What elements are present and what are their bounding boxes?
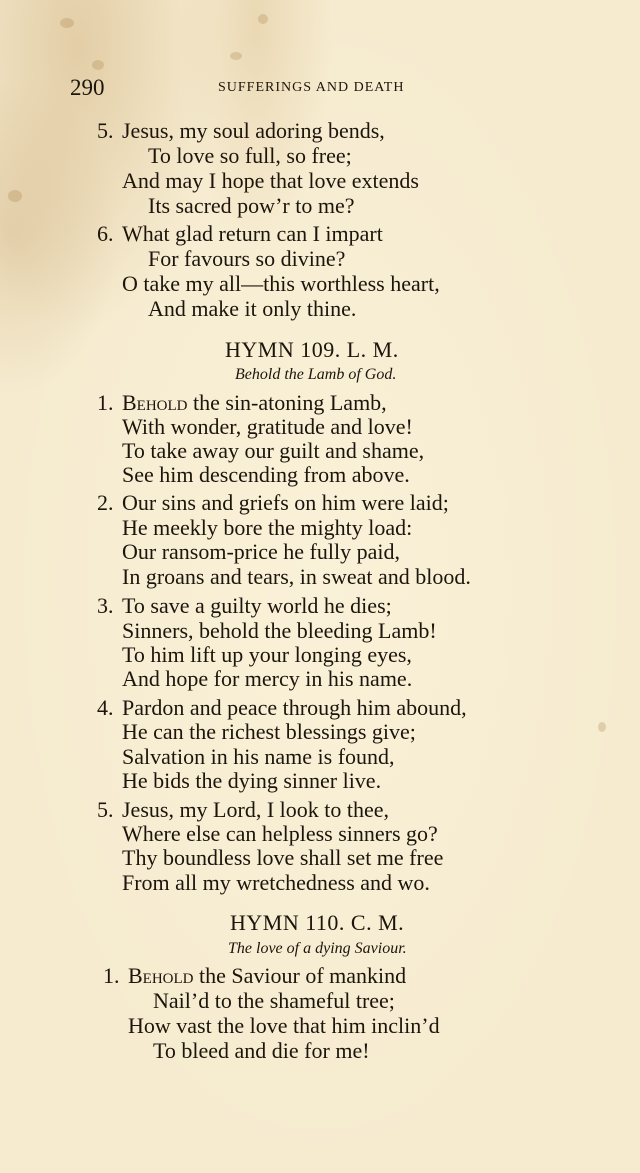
verse-line: He meekly bore the mighty load: bbox=[122, 515, 413, 540]
verse-line-rest: the sin-atoning Lamb, bbox=[187, 390, 387, 415]
verse-line: Salvation in his name is found, bbox=[122, 744, 395, 769]
first-word: Behold bbox=[122, 390, 188, 415]
verse-line bbox=[122, 391, 387, 415]
verse-line: For favours so divine? bbox=[148, 246, 346, 271]
verse-line: O take my all—this worthless heart, bbox=[122, 271, 440, 296]
verse-line: Its sacred pow’r to me? bbox=[148, 193, 355, 218]
verse-line: Sinners, behold the bleeding Lamb! bbox=[122, 618, 437, 643]
verse-line bbox=[128, 964, 406, 988]
verse-line: To take away our guilt and shame, bbox=[122, 438, 425, 463]
page-number: 290 bbox=[70, 75, 105, 100]
first-word: Behold bbox=[128, 963, 194, 988]
verse-line: See him descending from above. bbox=[122, 462, 410, 487]
hymn-subtitle: The love of a dying Saviour. bbox=[228, 940, 407, 957]
verse-line: Pardon and peace through him abound, bbox=[122, 695, 467, 720]
verse-line: Where else can helpless sinners go? bbox=[122, 821, 438, 846]
verse-line: Nail’d to the shameful tree; bbox=[153, 988, 395, 1013]
stain-mark bbox=[8, 190, 22, 202]
stain-mark bbox=[598, 722, 606, 732]
verse-line: How vast the love that him inclin’d bbox=[128, 1013, 440, 1038]
verse-line: What glad return can I impart bbox=[122, 221, 383, 246]
verse-number: 2. bbox=[97, 490, 114, 515]
verse-line: Thy boundless love shall set me free bbox=[122, 845, 444, 870]
running-head: SUFFERINGS AND DEATH bbox=[218, 80, 405, 95]
verse-line: Jesus, my soul adoring bends, bbox=[122, 118, 385, 143]
verse-line: Our sins and griefs on him were laid; bbox=[122, 490, 449, 515]
verse-line: He bids the dying sinner live. bbox=[122, 768, 382, 793]
verse-line: Our ransom-price he fully paid, bbox=[122, 539, 400, 564]
verse-line: To love so full, so free; bbox=[148, 143, 352, 168]
verse-line: And make it only thine. bbox=[148, 296, 357, 321]
verse-number: 5. bbox=[97, 118, 114, 143]
verse-number: 4. bbox=[97, 695, 114, 720]
verse-line: And may I hope that love extends bbox=[122, 168, 419, 193]
verse-line: In groans and tears, in sweat and blood. bbox=[122, 564, 471, 589]
hymn-title: HYMN 110. C. M. bbox=[230, 910, 405, 935]
verse-line: With wonder, gratitude and love! bbox=[122, 414, 413, 439]
verse-line-rest: the Saviour of mankind bbox=[193, 963, 407, 988]
verse-line: From all my wretchedness and wo. bbox=[122, 870, 430, 895]
verse-number: 6. bbox=[97, 221, 114, 246]
hymn-title: HYMN 109. L. M. bbox=[225, 337, 399, 362]
hymn-subtitle: Behold the Lamb of God. bbox=[235, 366, 397, 383]
verse-line: To him lift up your longing eyes, bbox=[122, 642, 412, 667]
verse-line: He can the richest blessings give; bbox=[122, 719, 416, 744]
stain-mark bbox=[258, 14, 268, 24]
verse-number: 1. bbox=[97, 390, 114, 415]
verse-line: To save a guilty world he dies; bbox=[122, 593, 392, 618]
verse-number: 3. bbox=[97, 593, 114, 618]
stain-mark bbox=[230, 52, 242, 60]
verse-number: 5. bbox=[97, 797, 114, 822]
verse-line: And hope for mercy in his name. bbox=[122, 666, 413, 691]
stain-mark bbox=[60, 18, 74, 28]
verse-line: Jesus, my Lord, I look to thee, bbox=[122, 797, 390, 822]
stain-mark bbox=[92, 60, 104, 70]
verse-number: 1. bbox=[103, 963, 120, 988]
verse-line: To bleed and die for me! bbox=[153, 1038, 370, 1063]
